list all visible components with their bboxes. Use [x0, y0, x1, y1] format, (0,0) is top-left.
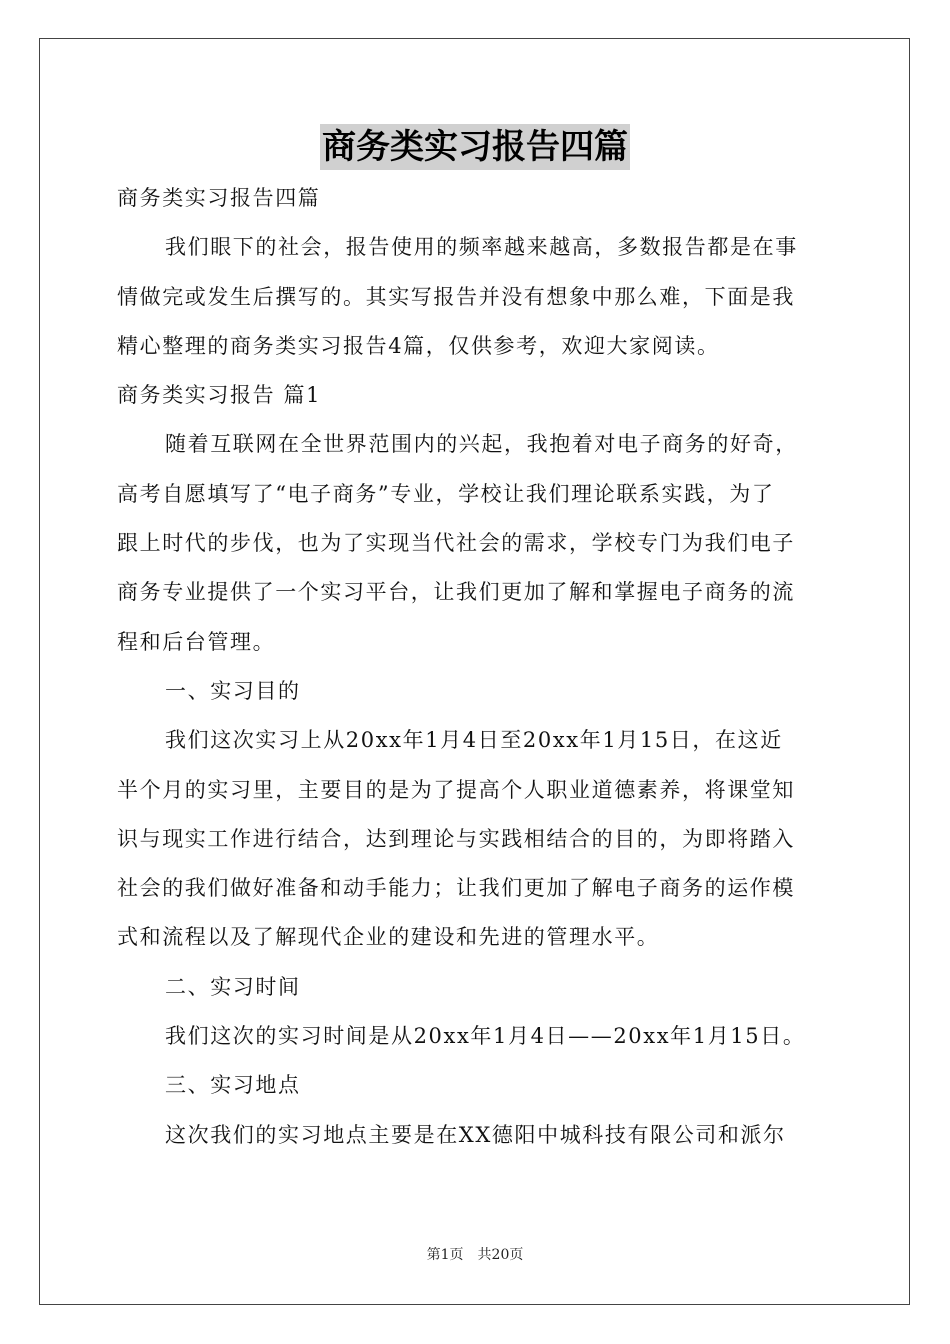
paragraph-line: 跟上时代的步伐，也为了实现当代社会的需求，学校专门为我们电子: [117, 531, 795, 556]
paragraph-line: 我们这次的实习时间是从20xx年1月4日——20xx年1月15日。: [165, 1024, 806, 1049]
section-heading: 商务类实习报告 篇1: [117, 383, 322, 408]
document-title: 商务类实习报告四篇: [320, 124, 630, 170]
paragraph-line: 商务类实习报告四篇: [117, 186, 321, 210]
section-heading: 二、实习时间: [165, 974, 301, 999]
paragraph-line: 社会的我们做好准备和动手能力；让我们更加了解电子商务的运作模: [117, 876, 795, 901]
section-heading: 一、实习目的: [165, 678, 301, 703]
paragraph-line: 商务专业提供了一个实习平台，让我们更加了解和掌握电子商务的流: [117, 580, 795, 605]
document-body: [117, 124, 833, 1160]
paragraph-line: 我们眼下的社会，报告使用的频率越来越高，多数报告都是在事: [165, 235, 798, 260]
paragraph-line: 式和流程以及了解现代企业的建设和先进的管理水平。: [117, 925, 660, 950]
paragraph-line: 随着互联网在全世界范围内的兴起，我抱着对电子商务的好奇，: [165, 432, 798, 457]
paragraph-line: 高考自愿填写了“电子商务”专业，学校让我们理论联系实践，为了: [117, 481, 775, 506]
paragraph-line: 精心整理的商务类实习报告4篇，仅供参考，欢迎大家阅读。: [117, 333, 720, 358]
page-number-footer: 第1页 共20页: [426, 1247, 524, 1263]
paragraph-line: 我们这次实习上从20xx年1月4日至20xx年1月15日，在这近: [165, 728, 783, 753]
paragraph-line: 识与现实工作进行结合，达到理论与实践相结合的目的，为即将踏入: [117, 826, 795, 851]
title-row: [117, 124, 833, 172]
paragraph-line: 半个月的实习里，主要目的是为了提高个人职业道德素养，将课堂知: [117, 777, 795, 802]
paragraph-line: 情做完或发生后撰写的。其实写报告并没有想象中那么难，下面是我: [117, 284, 795, 309]
section-heading: 三、实习地点: [165, 1073, 301, 1098]
paragraph-line: 程和后台管理。: [117, 629, 276, 654]
paragraph-line: 这次我们的实习地点主要是在XX德阳中城科技有限公司和派尔: [165, 1122, 786, 1147]
